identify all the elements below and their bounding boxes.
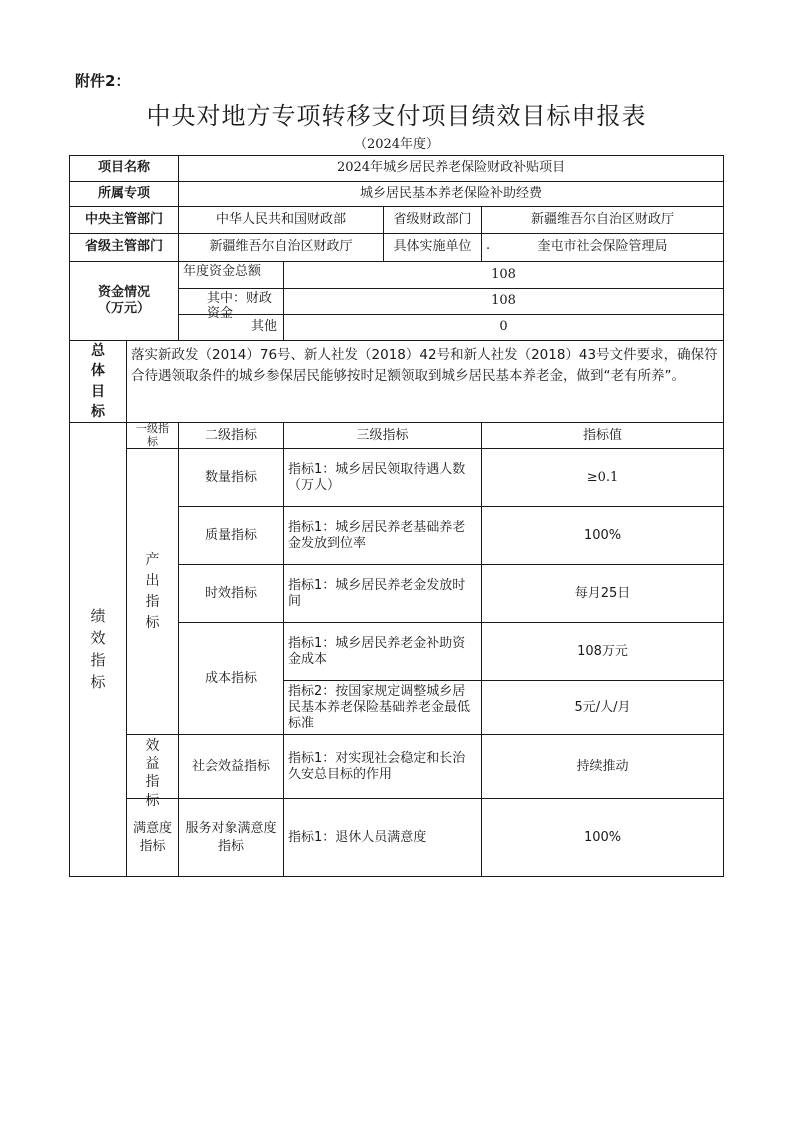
cost-value-2: 5元/人/月 bbox=[482, 681, 724, 735]
project-name-value: 2024年城乡居民养老保险财政补贴项目 bbox=[179, 156, 724, 182]
benefit-label: 效益指标 bbox=[145, 737, 160, 809]
satisfaction-label: 满意度指标 bbox=[127, 799, 179, 877]
quantity-value: ≥0.1 bbox=[482, 449, 724, 507]
funds-unit: （万元） bbox=[98, 301, 151, 316]
funds-label-cell bbox=[70, 262, 179, 341]
row-quantity bbox=[70, 449, 724, 507]
finance-label-cell bbox=[179, 289, 284, 322]
page-title: 中央对地方专项转移支付项目绩效目标申报表 bbox=[146, 102, 647, 130]
quantity-label: 数量指标 bbox=[179, 449, 284, 507]
impl-unit-label: 具体实施单位 bbox=[384, 234, 482, 262]
social-indicator: 指标1：对实现社会稳定和长治久安总目标的作用 bbox=[284, 735, 482, 799]
impl-unit-cell bbox=[482, 234, 724, 262]
cost-value-1: 108万元 bbox=[482, 623, 724, 681]
project-name-label: 项目名称 bbox=[70, 156, 179, 182]
cost-label: 成本指标 bbox=[179, 623, 284, 735]
impl-unit-value: 奎屯市社会保险管理局 bbox=[537, 239, 668, 255]
other-funds-value: 0 bbox=[284, 315, 724, 341]
impl-unit-mark: . bbox=[486, 238, 491, 253]
performance-target-table bbox=[69, 155, 724, 877]
prov-finance-label: 省级财政部门 bbox=[384, 207, 482, 234]
prov-dept-value: 新疆维吾尔自治区财政厅 bbox=[179, 234, 384, 262]
time-indicator: 指标1：城乡居民养老金发放时间 bbox=[284, 565, 482, 623]
row-overall-goal bbox=[70, 341, 724, 423]
finance-funds-value: 108 bbox=[284, 289, 724, 315]
row-central-dept bbox=[70, 207, 724, 234]
annual-funds-label: 年度资金总额 bbox=[183, 264, 262, 279]
row-funds-annual bbox=[70, 262, 724, 289]
satisfaction-value: 100% bbox=[482, 799, 724, 877]
other-funds-label: 其他 bbox=[179, 315, 284, 341]
quality-indicator: 指标1：城乡居民养老基础养老金发放到位率 bbox=[284, 507, 482, 565]
benefit-label-cell bbox=[127, 735, 179, 809]
row-perf-header bbox=[70, 423, 724, 449]
year-subtitle: （2024年度） bbox=[353, 137, 440, 152]
funds-label: 资金情况 bbox=[98, 284, 151, 300]
central-dept-value: 中华人民共和国财政部 bbox=[179, 207, 384, 234]
quality-label: 质量指标 bbox=[179, 507, 284, 565]
attachment-label: 附件2： bbox=[75, 72, 131, 90]
finance-funds-label: 其中：财政资金 bbox=[207, 290, 273, 322]
cost-indicator-1: 指标1：城乡居民养老金补助资金成本 bbox=[284, 623, 482, 681]
social-value: 持续推动 bbox=[482, 735, 724, 799]
prov-finance-value: 新疆维吾尔自治区财政厅 bbox=[482, 207, 724, 234]
goal-label-cell bbox=[70, 341, 127, 423]
special-label: 所属专项 bbox=[70, 182, 179, 207]
prov-dept-label: 省级主管部门 bbox=[70, 234, 179, 262]
goal-label: 总体目标 bbox=[91, 343, 105, 420]
row-prov-dept bbox=[70, 234, 724, 262]
benefit-label-wrap bbox=[127, 737, 178, 809]
goal-text: 落实新政发（2014）76号、新人社发（2018）42号和新人社发（2018）43号文件要求，确保符合待遇领取条件的城乡参保居民能够按时足额领取到城乡居民基本养老金，做到“老有所养”。 bbox=[127, 341, 724, 423]
row-satisfaction bbox=[70, 799, 724, 877]
annual-label-cell bbox=[179, 262, 284, 289]
service-label: 服务对象满意度指标 bbox=[179, 799, 284, 877]
annual-funds-value: 108 bbox=[284, 262, 724, 289]
row-social bbox=[70, 735, 724, 799]
cost-indicator-2: 指标2：按国家规定调整城乡居民基本养老保险基础养老金最低标准 bbox=[284, 681, 482, 735]
special-value: 城乡居民基本养老保险补助经费 bbox=[179, 182, 724, 207]
quantity-indicator: 指标1：城乡居民领取待遇人数（万人） bbox=[284, 449, 482, 507]
central-dept-label: 中央主管部门 bbox=[70, 207, 179, 234]
satisfaction-indicator: 指标1：退休人员满意度 bbox=[284, 799, 482, 877]
social-label: 社会效益指标 bbox=[179, 735, 284, 799]
perf-label-cell bbox=[70, 423, 127, 877]
col-level3: 三级指标 bbox=[284, 423, 482, 449]
col-level1: 一级指标 bbox=[127, 423, 179, 449]
row-special bbox=[70, 182, 724, 207]
perf-label: 绩效指标 bbox=[90, 607, 106, 691]
output-label-cell bbox=[127, 449, 179, 735]
col-value: 指标值 bbox=[482, 423, 724, 449]
quality-value: 100% bbox=[482, 507, 724, 565]
row-project-name bbox=[70, 156, 724, 182]
time-value: 每月25日 bbox=[482, 565, 724, 623]
col-level2: 二级指标 bbox=[179, 423, 284, 449]
time-label: 时效指标 bbox=[179, 565, 284, 623]
output-label: 产出指标 bbox=[145, 551, 160, 631]
